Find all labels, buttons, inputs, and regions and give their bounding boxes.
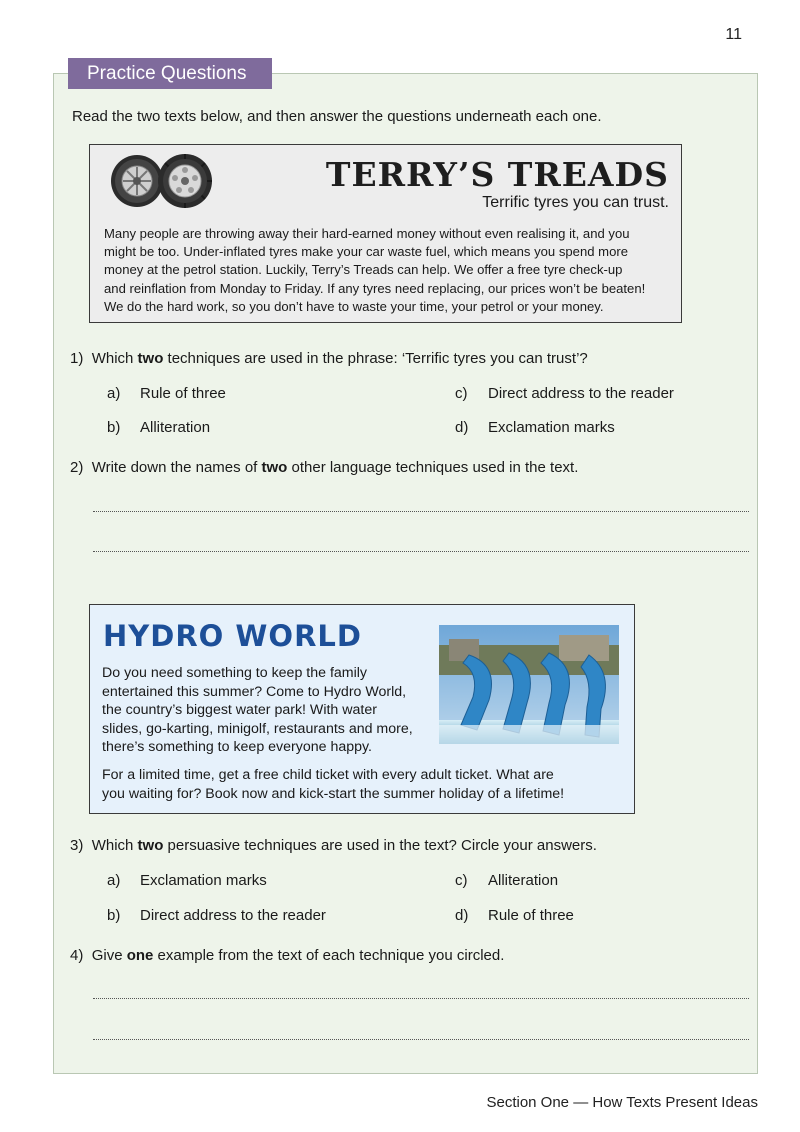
body-line: you waiting for? Book now and kick-start the summer holiday of a lifetime!	[102, 785, 565, 802]
question-number: 2)	[70, 459, 84, 476]
body-line: and reinflation from Monday to Friday. If any tyres need replacing, our prices won’t be beaten!	[104, 280, 646, 296]
question-number: 3)	[70, 837, 84, 854]
question-1	[70, 350, 588, 367]
question-4	[70, 947, 504, 964]
answer-line[interactable]	[93, 551, 749, 552]
option-text: Exclamation marks	[140, 872, 267, 889]
body-line: Many people are throwing away their hard-earned money without even realising it, and you	[104, 226, 630, 241]
question-text-post: techniques are used in the phrase: ‘Terrific tyres you can trust’?	[163, 350, 588, 367]
hydro-world-offer	[102, 766, 622, 803]
option-letter: d)	[455, 419, 469, 436]
option-text: Direct address to the reader	[140, 907, 326, 924]
question-text-bold: one	[126, 947, 154, 964]
option-letter: c)	[455, 872, 468, 889]
hydro-world-advert	[89, 604, 635, 814]
option-a[interactable]	[107, 872, 267, 889]
page-number: 11	[725, 26, 742, 43]
question-text-pre: Give	[91, 947, 127, 964]
body-line: might be too. Under-inflated tyres make your car waste fuel, which means you spend more	[104, 244, 628, 260]
body-line: For a limited time, get a free child ticket with every adult ticket. What are	[102, 767, 554, 783]
terrys-treads-tagline: Terrific tyres you can trust.	[482, 194, 669, 211]
option-text: Alliteration	[488, 872, 559, 889]
option-a[interactable]	[107, 385, 226, 402]
body-line: We do the hard work, so you don’t have to waste your time, your petrol or your money.	[104, 298, 604, 314]
question-text-bold: two	[261, 459, 288, 476]
question-3	[70, 837, 597, 854]
option-c[interactable]	[455, 872, 558, 889]
body-line: Do you need something to keep the family	[102, 665, 367, 681]
option-letter: a)	[107, 872, 121, 889]
instructions: Read the two texts below, and then answer the questions underneath each one.	[72, 108, 602, 125]
option-d[interactable]	[455, 907, 574, 924]
option-text: Alliteration	[140, 419, 211, 436]
question-number: 1)	[70, 350, 84, 367]
question-text-bold: two	[137, 350, 164, 367]
option-c[interactable]	[455, 385, 674, 402]
answer-line[interactable]	[93, 511, 749, 512]
option-letter: b)	[107, 907, 121, 924]
option-letter: a)	[107, 385, 121, 402]
option-d[interactable]	[455, 419, 615, 436]
question-text-post: persuasive techniques are used in the text? Circle your answers.	[163, 837, 597, 854]
terrys-treads-body	[104, 225, 674, 316]
answer-line[interactable]	[93, 1039, 749, 1040]
option-text: Rule of three	[488, 907, 574, 924]
option-b[interactable]	[107, 419, 210, 436]
terrys-treads-title: TERRY’S TREADS	[325, 155, 669, 194]
page-footer: Section One — How Texts Present Ideas	[486, 1094, 758, 1111]
body-line: slides, go-karting, minigolf, restaurants and more,	[102, 720, 413, 737]
question-text-pre: Write down the names of	[91, 459, 262, 476]
option-letter: c)	[455, 385, 468, 402]
section-header: Practice Questions	[68, 58, 272, 89]
question-text-bold: two	[137, 837, 164, 854]
body-line: entertained this summer? Come to Hydro World,	[102, 683, 407, 700]
body-line: money at the petrol station. Luckily, Terry’s Treads can help. We offer a free tyre check-up	[104, 262, 623, 278]
water-slide-photo	[439, 625, 619, 744]
question-text-pre: Which	[91, 350, 138, 367]
tyres-icon	[109, 153, 215, 209]
hydro-world-body	[102, 664, 437, 757]
option-b[interactable]	[107, 907, 326, 924]
question-text-post: example from the text of each technique you circled.	[153, 947, 505, 964]
option-text: Direct address to the reader	[488, 385, 674, 402]
option-letter: b)	[107, 419, 121, 436]
terrys-treads-advert	[89, 144, 682, 323]
question-text-pre: Which	[91, 837, 138, 854]
question-number: 4)	[70, 947, 84, 964]
hydro-world-title: HYDRO WORLD	[103, 619, 362, 653]
answer-line[interactable]	[93, 998, 749, 999]
option-letter: d)	[455, 907, 469, 924]
question-text-post: other language techniques used in the text.	[287, 459, 579, 476]
option-text: Exclamation marks	[488, 419, 615, 436]
body-line: the country’s biggest water park! With water	[102, 702, 377, 718]
question-2	[70, 459, 578, 476]
option-text: Rule of three	[140, 385, 226, 402]
body-line: there’s something to keep everyone happy.	[102, 739, 372, 755]
